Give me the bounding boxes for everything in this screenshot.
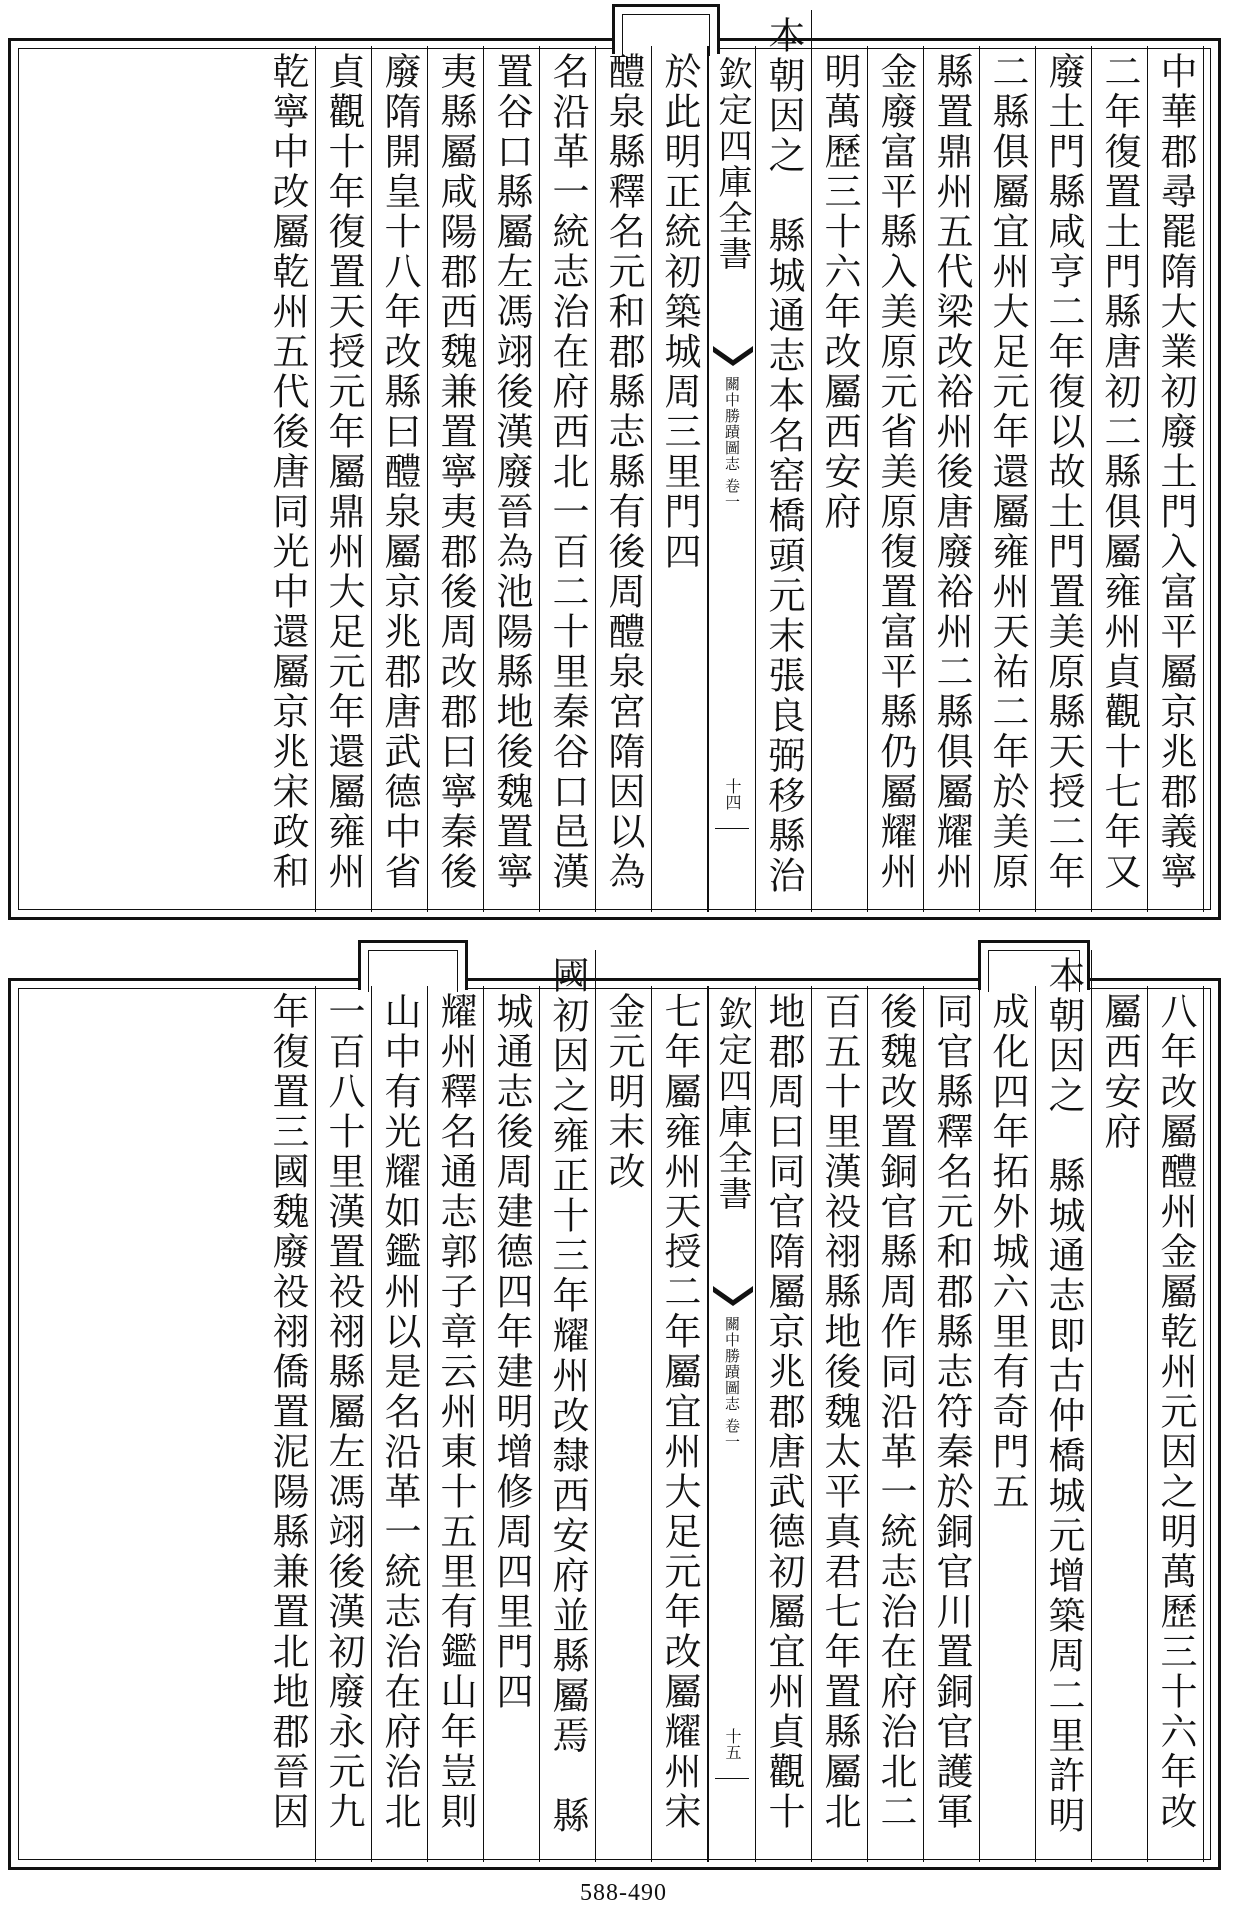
column-text: 本朝因之 縣城通志即古仲橋城元增築周二里許明 (1042, 956, 1085, 1836)
text-column (1148, 46, 1204, 912)
spine-volume: 關中勝蹟圖志 卷一 (723, 1316, 741, 1450)
column-text: 二縣俱屬宜州大足元年還屬雍州天祐二年於美原 (986, 52, 1029, 892)
fish-tail-mark (713, 346, 751, 366)
column-text: 縣置鼎州五代梁改裕州後唐廢裕州二縣俱屬耀州 (930, 52, 973, 892)
text-column (1036, 950, 1092, 1862)
text-column (812, 46, 868, 912)
text-column (484, 986, 540, 1862)
column-text: 耀州釋名通志郭子章云州東十五里有鑑山年豈則 (434, 992, 477, 1832)
column-text: 屬西安府 (1098, 992, 1141, 1152)
text-column (372, 986, 428, 1862)
column-text: 貞觀十年復置天授元年屬鼎州大足元年還屬雍州 (322, 52, 365, 892)
text-column (868, 46, 924, 912)
column-text: 醴泉縣釋名元和郡縣志縣有後周醴泉宮隋因以為 (602, 52, 645, 892)
spine-strip (708, 986, 756, 1862)
text-column (372, 46, 428, 912)
text-column (1148, 986, 1204, 1862)
column-text: 地郡周曰同官隋屬京兆郡唐武德初屬宜州貞觀十 (762, 992, 805, 1832)
text-column (596, 46, 652, 912)
lower-page-tab-left (358, 940, 468, 990)
column-text: 金廢富平縣入美原元省美原復置富平縣仍屬耀州 (874, 52, 917, 892)
text-column (540, 950, 596, 1862)
text-column (756, 10, 812, 912)
column-text: 山中有光耀如鑑州以是名沿革一統志治在府治北 (378, 992, 421, 1832)
text-column (1092, 986, 1148, 1862)
column-text: 廢土門縣咸亨二年復以故土門置美原縣天授二年 (1042, 52, 1085, 892)
column-text: 後魏改置銅官縣周作同沿革一統志治在府治北二 (874, 992, 917, 1832)
text-column (812, 986, 868, 1862)
page-number-rule (715, 1778, 749, 1779)
spine-volume: 關中勝蹟圖志 卷一 (723, 376, 741, 510)
text-column (260, 46, 316, 912)
text-column (924, 986, 980, 1862)
text-column (596, 986, 652, 1862)
fish-tail-mark (713, 1286, 751, 1306)
text-column (868, 986, 924, 1862)
spine-book-title: 欽定四庫全書 (712, 996, 752, 1212)
text-column (1036, 46, 1092, 912)
column-text: 於此明正統初築城周三里門四 (658, 52, 701, 572)
column-text: 中華郡尋罷隋大業初廢土門入富平屬京兆郡義寧 (1154, 52, 1197, 892)
column-text: 明萬歷三十六年改屬西安府 (818, 52, 861, 532)
spine-page-number: 十四 (723, 778, 742, 810)
spine-page-number: 十五 (723, 1728, 742, 1760)
text-column (980, 46, 1036, 912)
page-number-rule (715, 828, 749, 829)
text-column (924, 46, 980, 912)
text-column (316, 986, 372, 1862)
text-column (756, 986, 812, 1862)
image-page-number: 588-490 (580, 1880, 667, 1906)
column-text: 年復置三國魏廢祋祤僑置泥陽縣兼置北地郡晉因 (266, 992, 309, 1832)
column-text: 置谷口縣屬左馮翊後漢廢晉為池陽縣地後魏置寧 (490, 52, 533, 892)
column-text: 百五十里漢祋祤縣地後魏太平真君七年置縣屬北 (818, 992, 861, 1832)
column-text: 本朝因之 縣城通志本名窑橋頭元末張良弼移縣治 (762, 16, 805, 896)
column-text: 一百八十里漢置祋祤縣屬左馮翊後漢初廢永元九 (322, 992, 365, 1832)
text-column (428, 46, 484, 912)
column-text: 廢隋開皇十八年改縣曰醴泉屬京兆郡唐武德中省 (378, 52, 421, 892)
text-column (652, 46, 708, 912)
text-column (540, 46, 596, 912)
column-text: 成化四年拓外城六里有奇門五 (986, 992, 1029, 1512)
column-text: 城通志後周建德四年建明增修周四里門四 (490, 992, 533, 1712)
spine-book-title: 欽定四庫全書 (712, 56, 752, 272)
column-text: 名沿革一統志治在府西北一百二十里秦谷口邑漢 (546, 52, 589, 892)
text-column (1092, 46, 1148, 912)
column-text: 國初因之雍正十三年耀州改隸西安府並縣屬焉 縣 (546, 956, 589, 1836)
column-text: 七年屬雍州天授二年屬宜州大足元年改屬耀州宋 (658, 992, 701, 1832)
text-column (652, 986, 708, 1862)
column-text: 乾寧中改屬乾州五代後唐同光中還屬京兆宋政和 (266, 52, 309, 892)
column-text: 二年復置土門縣唐初二縣俱屬雍州貞觀十七年又 (1098, 52, 1141, 892)
text-column (980, 986, 1036, 1862)
text-column (260, 986, 316, 1862)
column-text: 同官縣釋名元和郡縣志符秦於銅官川置銅官護軍 (930, 992, 973, 1832)
text-column (428, 986, 484, 1862)
column-text: 金元明末改 (602, 992, 645, 1192)
spine-strip (708, 46, 756, 912)
text-column (316, 46, 372, 912)
column-text: 八年改屬醴州金屬乾州元因之明萬歷三十六年改 (1154, 992, 1197, 1832)
text-column (484, 46, 540, 912)
column-text: 夷縣屬咸陽郡西魏兼置寧夷郡後周改郡曰寧秦後 (434, 52, 477, 892)
